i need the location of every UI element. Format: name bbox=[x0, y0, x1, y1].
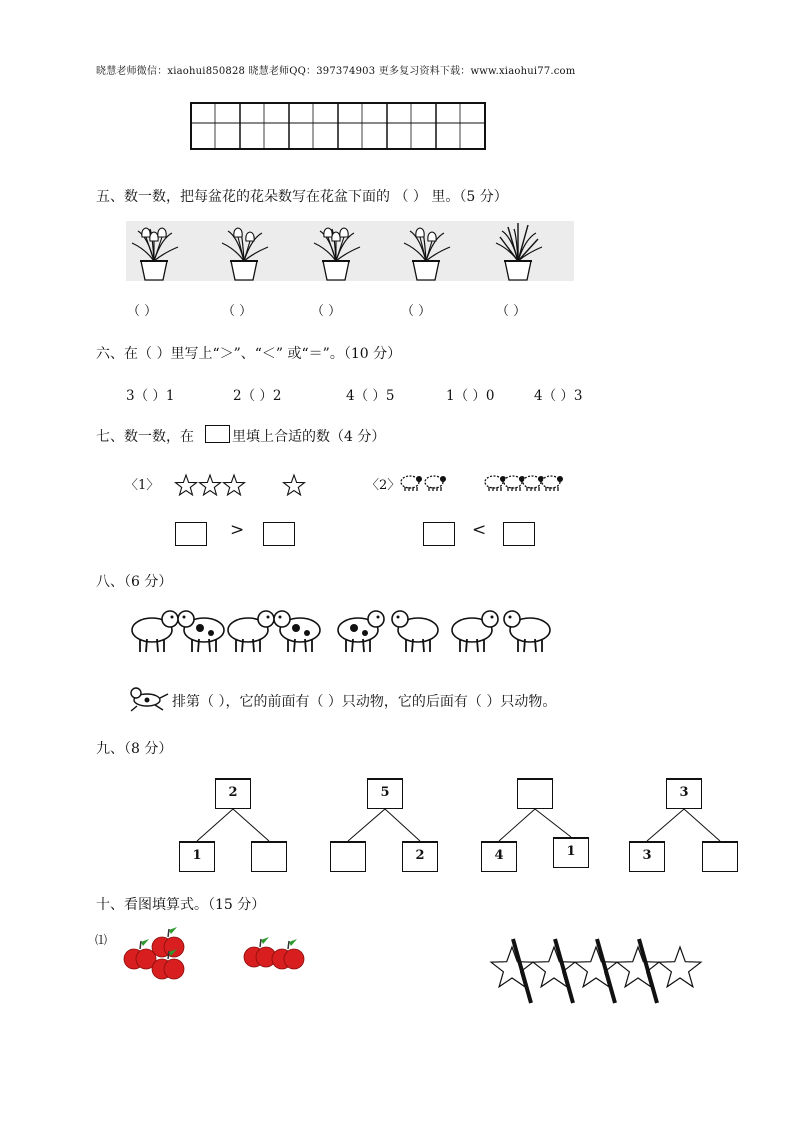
star-icon bbox=[176, 475, 197, 495]
tree-top-box[interactable] bbox=[517, 778, 553, 809]
question-8-title: 八、（6 分） bbox=[96, 574, 173, 590]
apple-icon bbox=[124, 939, 156, 969]
sheep-icon bbox=[425, 476, 446, 491]
inline-box-symbol bbox=[205, 425, 230, 443]
compare-item[interactable]: 2（ ）2 bbox=[233, 388, 282, 404]
sheep-icon bbox=[542, 476, 563, 491]
tree-top-box: 2 bbox=[215, 778, 251, 809]
sheep-icon bbox=[485, 476, 506, 491]
cat-icon bbox=[452, 611, 498, 652]
tree-left-box: 4 bbox=[481, 841, 517, 872]
apple-icon bbox=[244, 937, 276, 967]
tree-right-box[interactable] bbox=[251, 841, 287, 872]
rabbit-icon bbox=[392, 611, 438, 652]
compare-item[interactable]: 4（ ）3 bbox=[534, 388, 583, 404]
cow-icon bbox=[274, 611, 320, 652]
sheep-group bbox=[398, 471, 568, 497]
flower-answer-blank[interactable]: （ ） bbox=[222, 304, 253, 319]
flower-pot-icon bbox=[222, 228, 268, 280]
flower-answer-blank[interactable]: （ ） bbox=[401, 304, 432, 319]
elephant-icon bbox=[132, 611, 178, 652]
question-7-title-part2: 里填上合适的数（4 分） bbox=[232, 429, 386, 445]
compare-item[interactable]: 4（ ）5 bbox=[346, 388, 395, 404]
less-than-sign: < bbox=[472, 520, 487, 540]
star-group bbox=[172, 470, 332, 500]
question-8-sentence: 排第（ ），它的前面有（ ）只动物，它的后面有（ ）只动物。 bbox=[172, 694, 557, 710]
answer-box[interactable] bbox=[503, 522, 535, 546]
tree-right-box: 2 bbox=[402, 841, 438, 872]
apple-icon bbox=[272, 939, 304, 969]
flower-answer-blank[interactable]: （ ） bbox=[311, 304, 342, 319]
horse-icon bbox=[228, 611, 274, 652]
writing-grid bbox=[190, 102, 486, 150]
flower-answer-blank[interactable]: （ ） bbox=[496, 304, 527, 319]
dog-icon bbox=[127, 686, 171, 712]
tree-left-box[interactable] bbox=[330, 841, 366, 872]
compare-item[interactable]: 1（ ）0 bbox=[446, 388, 495, 404]
dog-icon-shape bbox=[131, 688, 168, 711]
page-header: 晓慧老师微信：xiaohui850828 晓慧老师QQ：397374903 更多复习资料下载：www.xiaohui77.com bbox=[96, 66, 576, 77]
flower-pot-icon bbox=[404, 228, 450, 280]
subproblem-label: 〈1〉 bbox=[125, 478, 160, 493]
apple-groups bbox=[120, 925, 320, 985]
answer-box[interactable] bbox=[263, 522, 295, 546]
sheep-icon bbox=[401, 476, 422, 491]
flower-pots bbox=[126, 221, 574, 281]
flower-strip bbox=[126, 221, 574, 281]
compare-item[interactable]: 3（ ）1 bbox=[126, 388, 175, 404]
star-icon bbox=[659, 947, 701, 987]
tree-right-box: 1 bbox=[553, 837, 589, 868]
star-icon bbox=[200, 475, 221, 495]
flower-pot-icon bbox=[496, 223, 542, 280]
subproblem-label: 〈2〉 bbox=[366, 478, 401, 493]
flower-answer-blank[interactable]: （ ） bbox=[127, 304, 158, 319]
star-icon bbox=[224, 475, 245, 495]
greater-than-sign: > bbox=[230, 520, 245, 540]
apple-icon bbox=[152, 927, 184, 957]
question-7-title-part1: 七、数一数，在 bbox=[96, 429, 194, 445]
star-icon bbox=[284, 475, 305, 495]
dog-icon bbox=[338, 611, 384, 652]
animal-row bbox=[128, 606, 568, 658]
tree-left-box: 1 bbox=[179, 841, 215, 872]
answer-box[interactable] bbox=[423, 522, 455, 546]
question-10-title: 十、看图填算式。（15 分） bbox=[96, 897, 266, 913]
tree-top-box: 3 bbox=[666, 778, 702, 809]
pig-icon bbox=[504, 611, 550, 652]
tree-branches bbox=[0, 0, 200, 100]
flower-pot-icon bbox=[314, 228, 360, 280]
tree-left-box: 3 bbox=[629, 841, 665, 872]
question-6-title: 六、在（ ）里写上“＞”、“＜” 或“＝”。（10 分） bbox=[96, 346, 402, 362]
answer-box[interactable] bbox=[175, 522, 207, 546]
tree-top-box: 5 bbox=[367, 778, 403, 809]
tree-right-box[interactable] bbox=[702, 841, 738, 872]
panda-icon bbox=[178, 611, 224, 652]
question-5-title: 五、数一数，把每盆花的花朵数写在花盆下面的 （ ） 里。（5 分） bbox=[96, 189, 508, 205]
sheep-icon bbox=[504, 476, 525, 491]
writing-grid-lines bbox=[190, 102, 486, 150]
flower-pot-icon bbox=[132, 228, 178, 280]
sheep-icon bbox=[523, 476, 544, 491]
question-9-title: 九、（8 分） bbox=[96, 741, 173, 757]
crossed-stars bbox=[490, 935, 720, 1005]
problem-label: ⑴ bbox=[95, 933, 108, 947]
